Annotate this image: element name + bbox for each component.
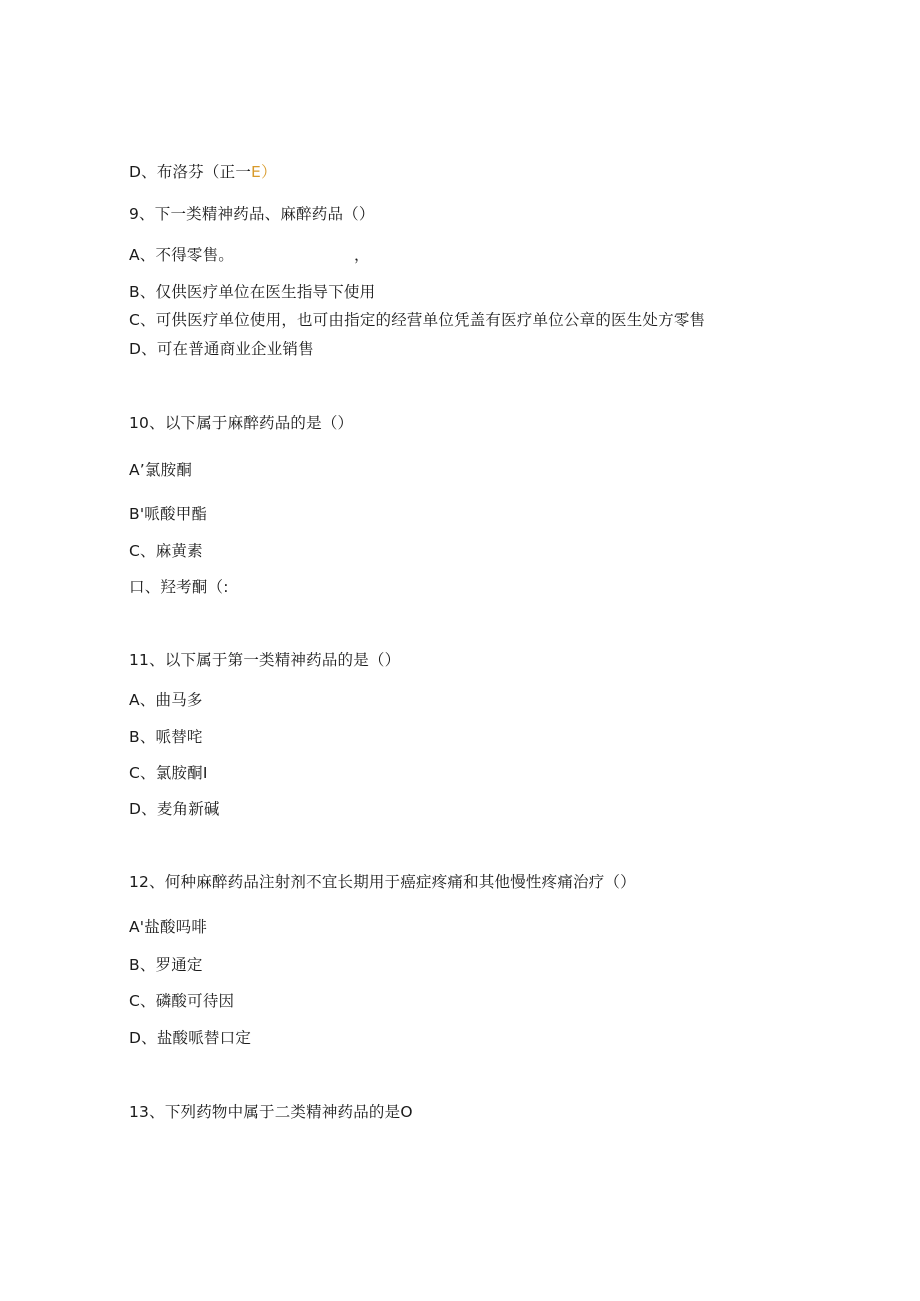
q11-option-c: C、氯胺酮I bbox=[129, 764, 208, 782]
q11-option-d: D、麦角新碱 bbox=[129, 800, 220, 818]
question-13: 13、下列药物中属于二类精神药品的是O bbox=[129, 1103, 413, 1121]
q9-option-a bbox=[129, 245, 370, 265]
q12-option-d: D、盐酸哌替口定 bbox=[129, 1029, 252, 1047]
q8-option-d bbox=[129, 162, 277, 182]
q10-option-a: A’氯胺酮 bbox=[129, 461, 193, 479]
q9-option-a-mark: ， bbox=[354, 246, 370, 264]
question-10: 10、以下属于麻醉药品的是（） bbox=[129, 414, 354, 432]
q9-option-b: B、仅供医疗单位在医生指导下使用 bbox=[129, 283, 376, 301]
q8-option-d-accent: E） bbox=[251, 163, 277, 181]
q9-option-d: D、可在普通商业企业销售 bbox=[129, 340, 314, 358]
q10-option-c: C、麻黄素 bbox=[129, 542, 203, 560]
q10-option-d: 口、羟考酮（: bbox=[129, 578, 229, 596]
q9-option-a-text: A、不得零售。 bbox=[129, 246, 235, 264]
q10-option-b: B'哌酸甲酯 bbox=[129, 505, 208, 523]
q9-option-c: C、可供医疗单位使用，也可由指定的经营单位凭盖有医疗单位公章的医生处方零售 bbox=[129, 311, 706, 329]
q11-option-b: B、哌替咤 bbox=[129, 728, 203, 746]
q12-option-b: B、罗通定 bbox=[129, 956, 203, 974]
question-11: 11、以下属于第一类精神药品的是（） bbox=[129, 651, 401, 669]
q12-option-c: C、磷酸可待因 bbox=[129, 992, 235, 1010]
question-9: 9、下一类精神药品、麻醉药品（） bbox=[129, 205, 375, 223]
question-12: 12、何种麻醉药品注射剂不宜长期用于癌症疼痛和其他慢性疼痛治疗（） bbox=[129, 873, 636, 891]
q11-option-a: A、曲马多 bbox=[129, 691, 203, 709]
q12-option-a: A'盐酸吗啡 bbox=[129, 918, 208, 936]
q8-option-d-text: D、布洛芬（正一 bbox=[129, 163, 252, 181]
